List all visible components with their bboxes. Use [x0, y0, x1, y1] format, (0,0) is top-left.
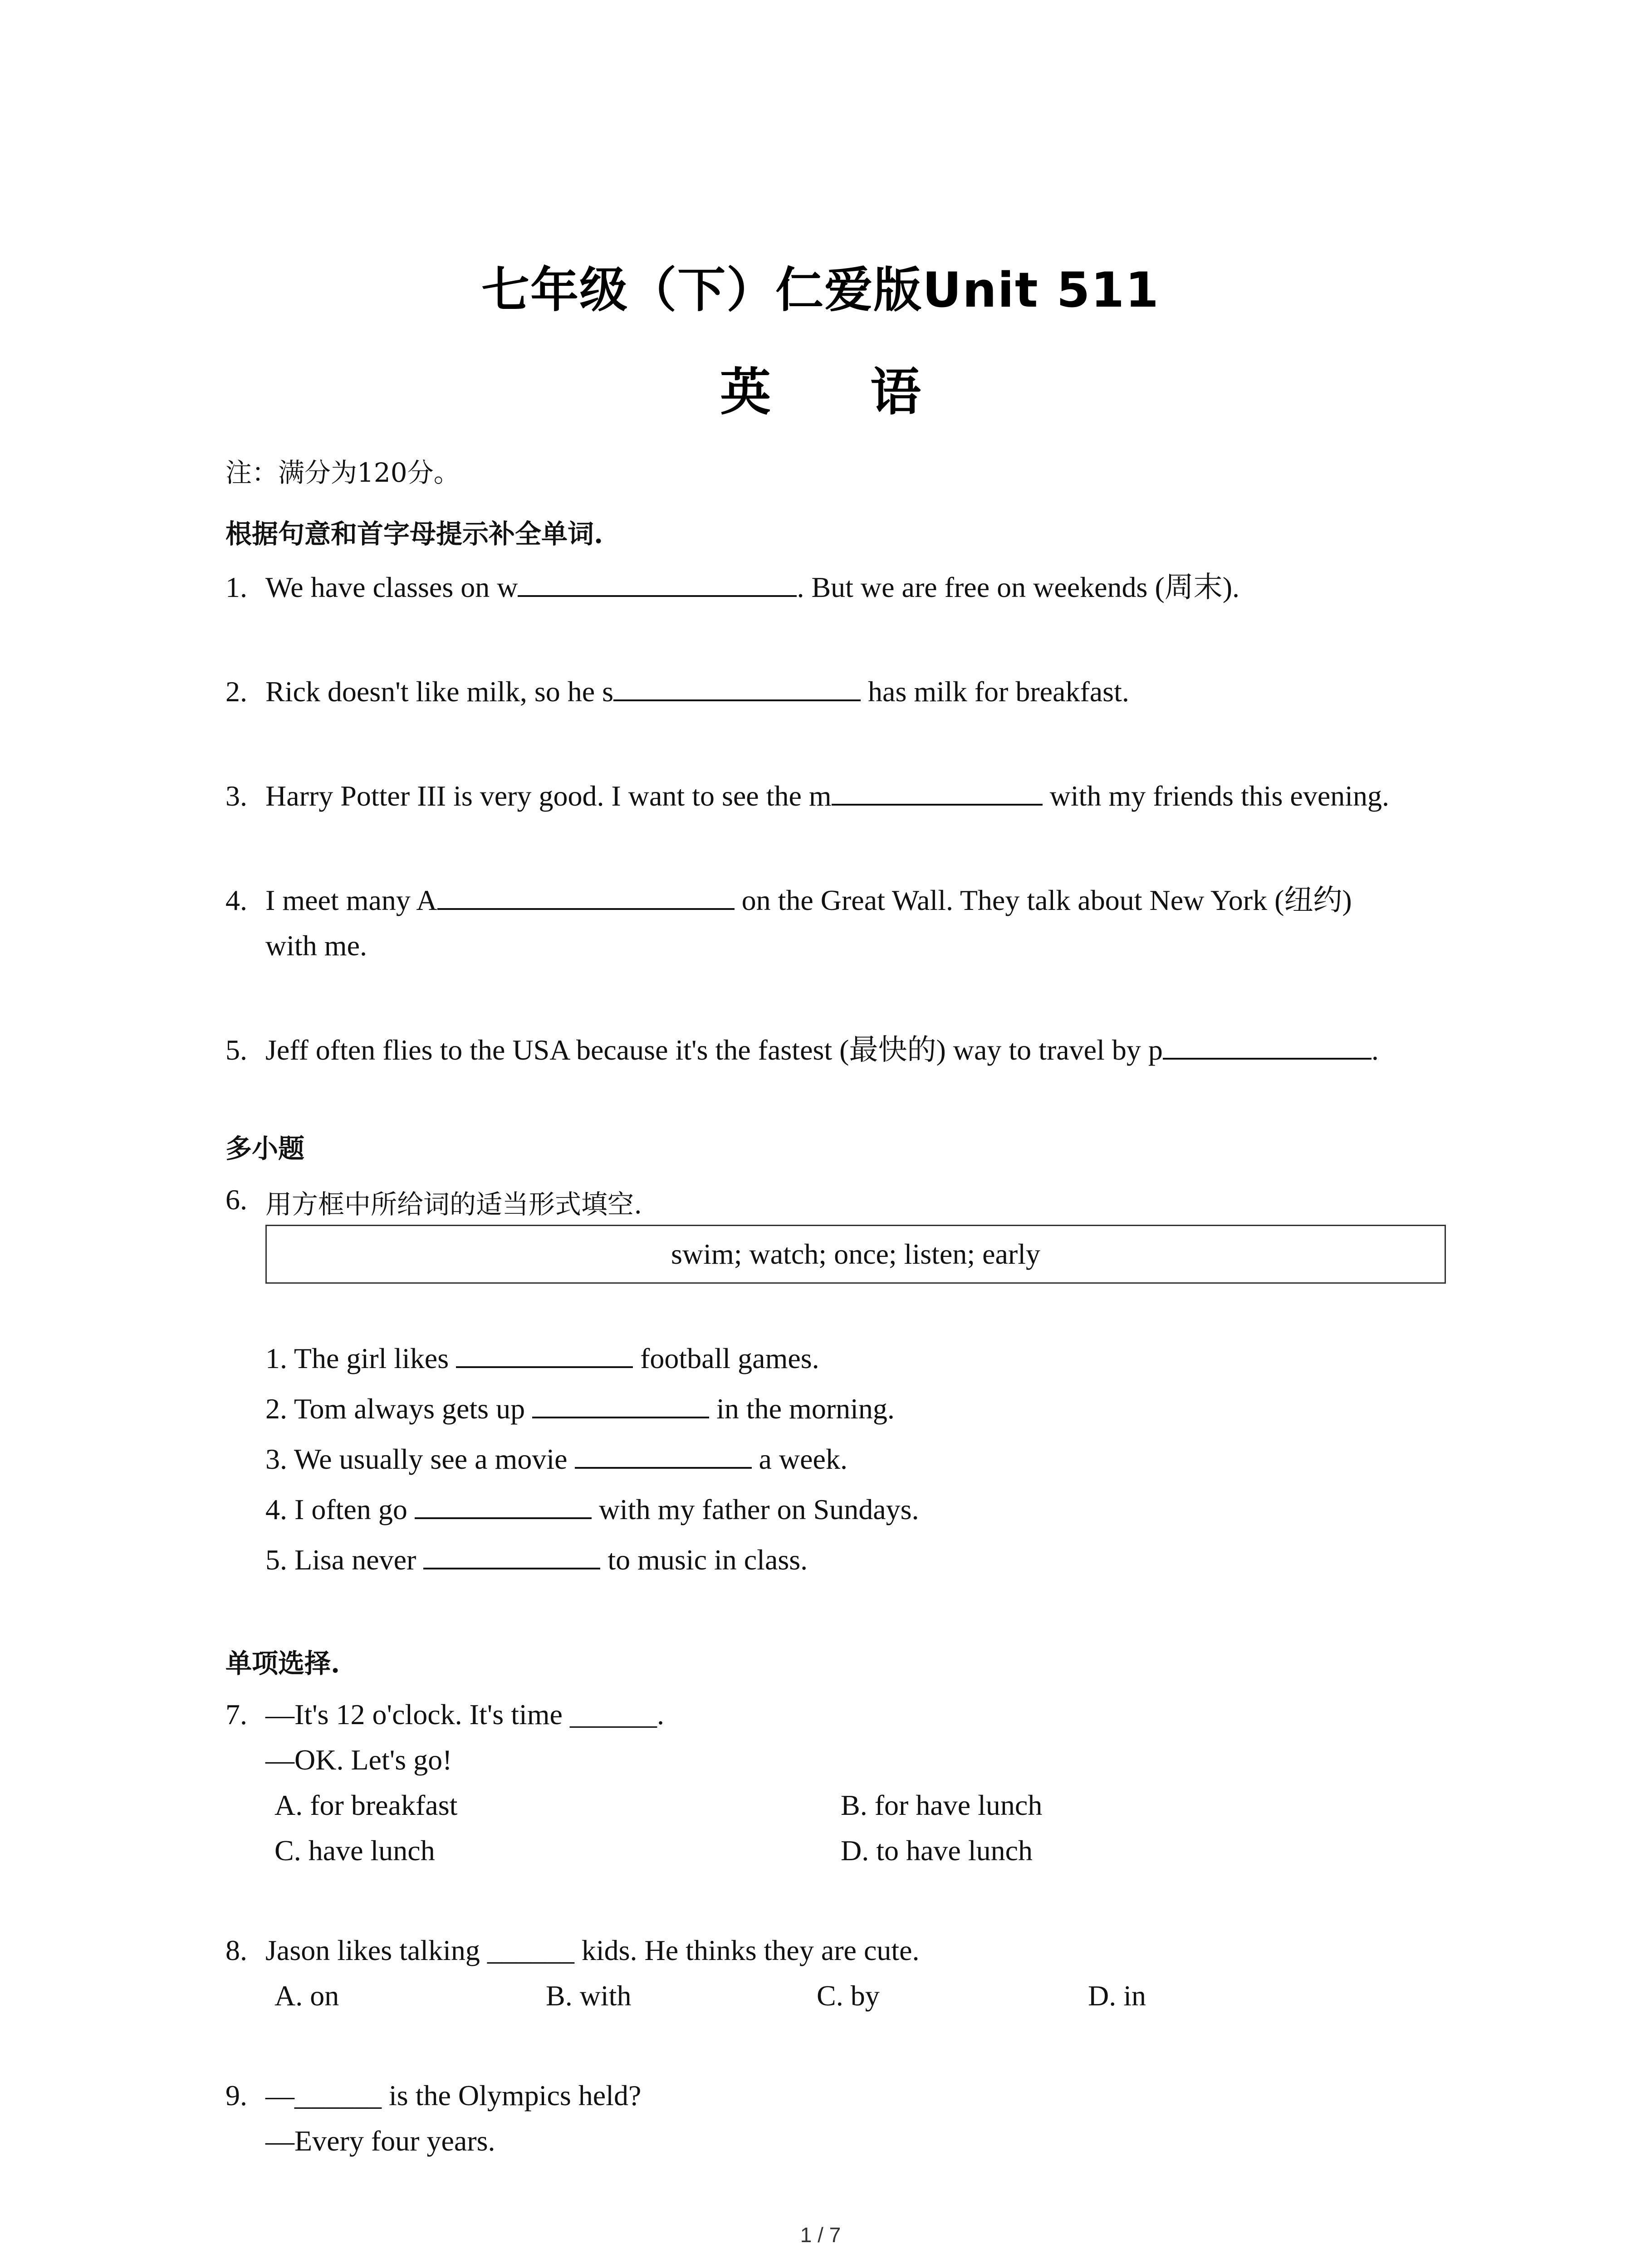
sub-question-before: 3. We usually see a movie — [265, 1443, 575, 1475]
answer-blank[interactable] — [532, 1388, 709, 1418]
question-text: Jason likes talking ______ kids. He thinks they are cute. — [265, 1934, 920, 1966]
question-text-before: I meet many A — [265, 884, 437, 916]
question-instruction: 用方框中所给词的适当形式填空. — [265, 1189, 642, 1220]
question-number: 3. — [225, 780, 247, 812]
section-heading-multi: 多小题 — [225, 1133, 305, 1164]
option-a[interactable]: A. on — [274, 1980, 339, 2012]
sub-question-text — [265, 1336, 819, 1381]
option-c[interactable]: C. have lunch — [274, 1834, 435, 1867]
question-text-before: We have classes on w — [265, 571, 518, 603]
sub-question-after: to music in class. — [600, 1544, 808, 1576]
sub-question-before: 4. I often go — [265, 1493, 415, 1525]
question-text — [265, 1027, 1379, 1073]
question-text-after: on the Great Wall. They talk about New York (纽约) — [734, 884, 1352, 916]
question-number: 1. — [225, 571, 247, 603]
option-a[interactable]: A. for breakfast — [274, 1789, 458, 1821]
sub-question-after: with my father on Sundays. — [591, 1493, 919, 1525]
page-title: 七年级（下）仁爱版Unit 511 — [481, 262, 1160, 318]
option-d[interactable]: D. in — [1088, 1980, 1146, 2012]
sub-question-before: 5. Lisa never — [265, 1544, 424, 1576]
sub-question-text — [265, 1386, 895, 1432]
sub-question-text — [265, 1487, 919, 1532]
section-heading-fill-words: 根据句意和首字母提示补全单词. — [225, 518, 603, 549]
sub-question-after: a week. — [751, 1443, 847, 1475]
question-text-after: has milk for breakfast. — [861, 675, 1129, 708]
question-number: 5. — [225, 1034, 247, 1066]
question-text-after: with my friends this evening. — [1042, 780, 1389, 812]
question-text-reply: —Every four years. — [265, 2125, 495, 2157]
option-d[interactable]: D. to have lunch — [841, 1834, 1033, 1867]
score-note: 注：满分为120分。 — [225, 457, 460, 488]
answer-blank[interactable] — [423, 1540, 600, 1569]
answer-blank[interactable] — [456, 1338, 633, 1368]
question-text — [265, 669, 1129, 714]
question-number: 7. — [225, 1698, 247, 1730]
question-text — [265, 565, 1239, 610]
section-heading-multiple-choice: 单项选择. — [225, 1648, 340, 1679]
question-number: 2. — [225, 675, 247, 708]
question-text-before: Jeff often flies to the USA because it's the fastest (最快的) way to travel by p — [265, 1034, 1163, 1066]
question-number: 8. — [225, 1934, 247, 1966]
answer-blank[interactable] — [575, 1439, 752, 1469]
sub-question-after: in the morning. — [709, 1393, 895, 1425]
option-c[interactable]: C. by — [817, 1980, 880, 2012]
page-subtitle: 英 语 — [720, 363, 962, 422]
question-text-before: Harry Potter III is very good. I want to see the m — [265, 780, 832, 812]
answer-blank[interactable] — [1163, 1030, 1372, 1060]
answer-blank[interactable] — [613, 671, 861, 701]
sub-question-after: football games. — [633, 1342, 819, 1374]
question-text: —______ is the Olympics held? — [265, 2079, 642, 2112]
sub-question-text — [265, 1437, 847, 1482]
question-number: 6. — [225, 1183, 247, 1216]
question-text — [265, 878, 1352, 923]
question-text: —It's 12 o'clock. It's time ______. — [265, 1698, 664, 1730]
question-number: 9. — [225, 2079, 247, 2112]
option-b[interactable]: B. for have lunch — [841, 1789, 1043, 1821]
answer-blank[interactable] — [437, 880, 735, 910]
question-text-continued: with me. — [265, 929, 367, 962]
sub-question-before: 1. The girl likes — [265, 1342, 456, 1374]
answer-blank[interactable] — [518, 567, 797, 597]
word-box: swim; watch; once; listen; early — [265, 1225, 1446, 1284]
question-text-before: Rick doesn't like milk, so he s — [265, 675, 614, 708]
question-text-after: . But we are free on weekends (周末). — [797, 571, 1240, 603]
question-text — [265, 773, 1389, 819]
question-text-after: . — [1371, 1034, 1379, 1066]
question-number: 4. — [225, 884, 247, 916]
answer-blank[interactable] — [415, 1489, 592, 1519]
answer-blank[interactable] — [832, 776, 1043, 806]
option-b[interactable]: B. with — [546, 1980, 632, 2012]
page-number: 1 / 7 — [800, 2223, 841, 2247]
question-text-reply: —OK. Let's go! — [265, 1744, 452, 1776]
sub-question-text — [265, 1537, 808, 1583]
sub-question-before: 2. Tom always gets up — [265, 1393, 533, 1425]
